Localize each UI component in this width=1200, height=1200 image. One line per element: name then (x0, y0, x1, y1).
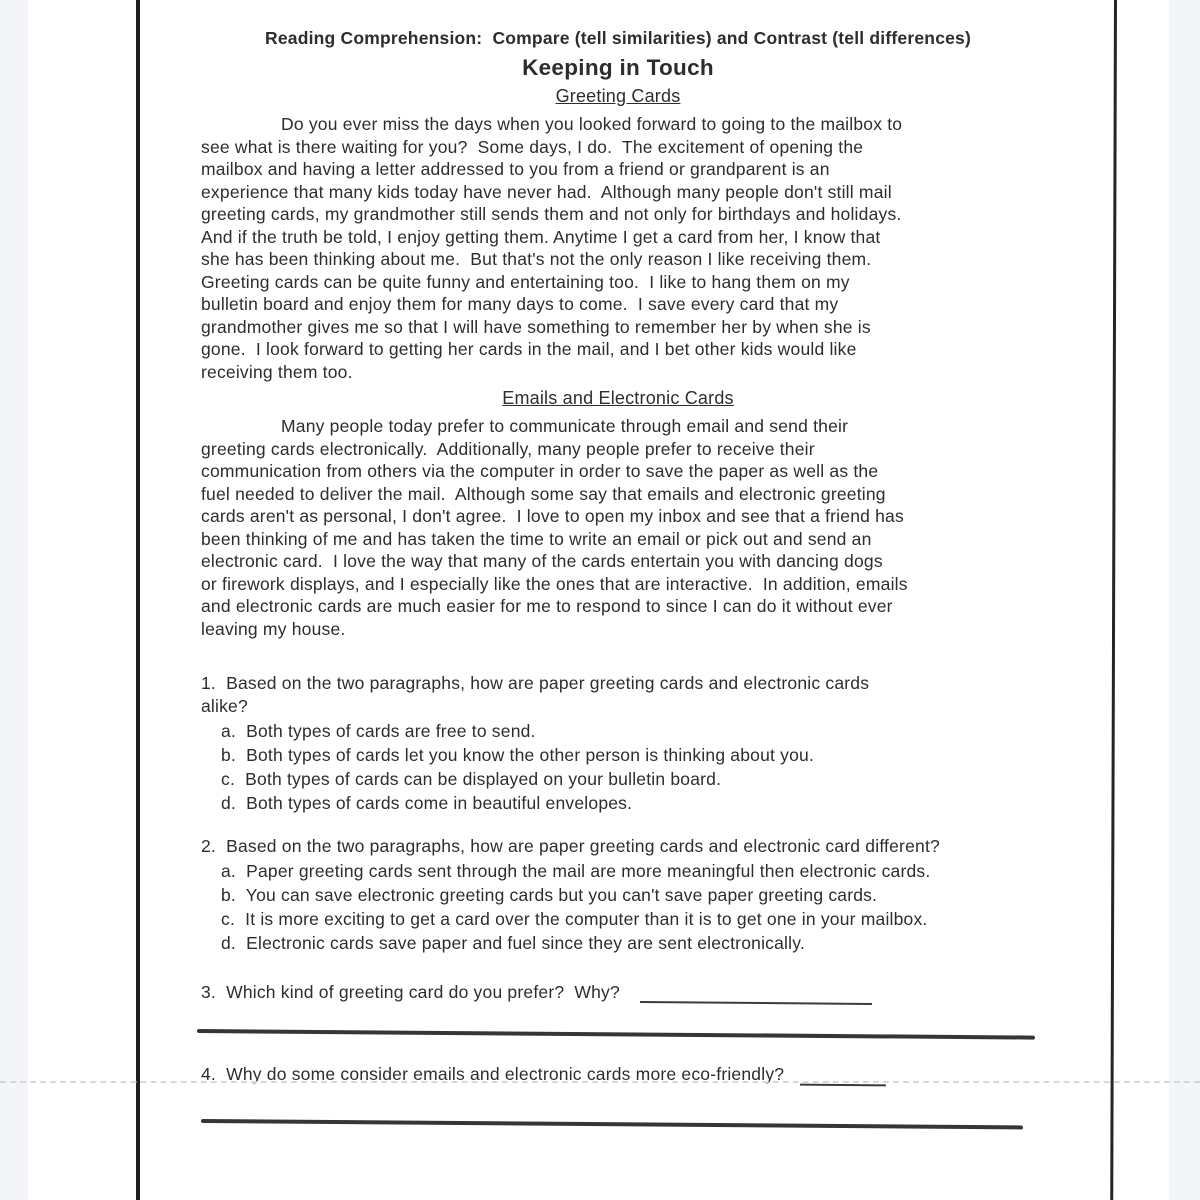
text-line: electronic card. I love the way that many of the cards entertain you with dancing dogs (201, 551, 883, 571)
question-4-prompt: 4. Why do some consider emails and electronic cards more eco-friendly? (201, 1063, 785, 1084)
question-1-options (201, 719, 1035, 815)
text-line: d. Electronic cards save paper and fuel since they are sent electronically. (221, 933, 805, 953)
answer-line-q3 (197, 1029, 1035, 1039)
text-line: a. Both types of cards are free to send. (221, 721, 536, 741)
text-line: grandmother gives me so that I will have something to remember her by when she is (201, 316, 871, 337)
text-line: or firework displays, and I especially like the ones that are interactive. In addition, emails (201, 573, 908, 594)
text-line: see what is there waiting for you? Some days, I do. The excitement of opening the (201, 136, 864, 157)
question-3-prompt: 3. Which kind of greeting card do you prefer? Why? (201, 982, 620, 1002)
worksheet-title: Keeping in Touch (522, 55, 714, 80)
text-line: Many people today prefer to communicate through email and send their (281, 416, 849, 436)
text-line: b. You can save electronic greeting cards but you can't save paper greeting cards. (221, 885, 878, 905)
text-line: communication from others via the computer in order to save the paper as well as the (201, 461, 879, 481)
text-line: And if the truth be told, I enjoy getting them. Anytime I get a card from her, I know that (201, 226, 881, 247)
answer-blank-q4 (800, 1067, 886, 1086)
text-line: c. Both types of cards can be displayed on your bulletin board. (221, 769, 722, 789)
text-line: receiving them too. (201, 361, 353, 382)
text-line: b. Both types of cards let you know the other person is thinking about you. (221, 745, 815, 765)
text-line: 2. Based on the two paragraphs, how are paper greeting cards and electronic card different? (201, 836, 940, 856)
text-line: experience that many kids today have never had. Although many people don't still mail (201, 181, 892, 202)
text-line: cards aren't as personal, I don't agree. I love to open my inbox and see that a friend has (201, 506, 904, 526)
text-line: and electronic cards are much easier for me to respond to since I can do it without ever (201, 596, 893, 616)
text-line: greeting cards, my grandmother still sends them and not only for birthdays and holidays. (201, 204, 902, 224)
passage-heading-emails: Emails and Electronic Cards (502, 388, 734, 408)
text-line: greeting cards electronically. Additionally, many people prefer to receive their (201, 438, 815, 459)
text-line: leaving my house. (201, 618, 346, 639)
text-line: c. It is more exciting to get a card over the computer than it is to get one in your mailbox. (221, 909, 928, 929)
text-line: mailbox and having a letter addressed to you from a friend or grandparent is an (201, 159, 830, 179)
text-line: d. Both types of cards come in beautiful envelopes. (221, 793, 633, 813)
text-line: a. Paper greeting cards sent through the mail are more meaningful then electronic cards. (221, 861, 931, 881)
passage-heading-greeting-cards: Greeting Cards (555, 86, 681, 106)
question-2-prompt (201, 835, 1035, 858)
answer-blank-q3 (640, 985, 872, 1005)
text-line: she has been thinking about me. But that's not the only reason I like receiving them. (201, 249, 872, 269)
passage-greeting-cards (201, 113, 1035, 383)
text-line: Do you ever miss the days when you looked forward to going to the mailbox to (281, 114, 903, 134)
text-line: 1. Based on the two paragraphs, how are paper greeting cards and electronic cards (201, 673, 870, 693)
question-1 (201, 672, 1035, 815)
worksheet-content (201, 28, 1035, 1122)
question-2-options (201, 859, 1035, 955)
passage-emails (201, 415, 1035, 640)
lesson-title: Reading Comprehension: Compare (tell similarities) and Contrast (tell differences) (264, 28, 972, 48)
answer-line-q4 (201, 1119, 1023, 1129)
text-line: Greeting cards can be quite funny and entertaining too. I like to hang them on my (201, 271, 850, 292)
question-2 (201, 835, 1035, 955)
text-line: bulletin board and enjoy them for many days to come. I save every card that my (201, 294, 839, 314)
question-1-prompt (201, 672, 1035, 718)
question-3 (201, 981, 1035, 1004)
page-border-left (136, 0, 140, 1200)
text-line: fuel needed to deliver the mail. Although some say that emails and electronic greeting (201, 483, 886, 504)
page-border-right (1110, 0, 1117, 1200)
text-line: been thinking of me and has taken the time to write an email or pick out and send an (201, 528, 872, 549)
page-break-dotted-line (0, 1081, 1200, 1083)
worksheet-page (28, 0, 1169, 1200)
text-line: gone. I look forward to getting her cards in the mail, and I bet other kids would like (201, 339, 857, 359)
text-line: alike? (201, 696, 248, 716)
